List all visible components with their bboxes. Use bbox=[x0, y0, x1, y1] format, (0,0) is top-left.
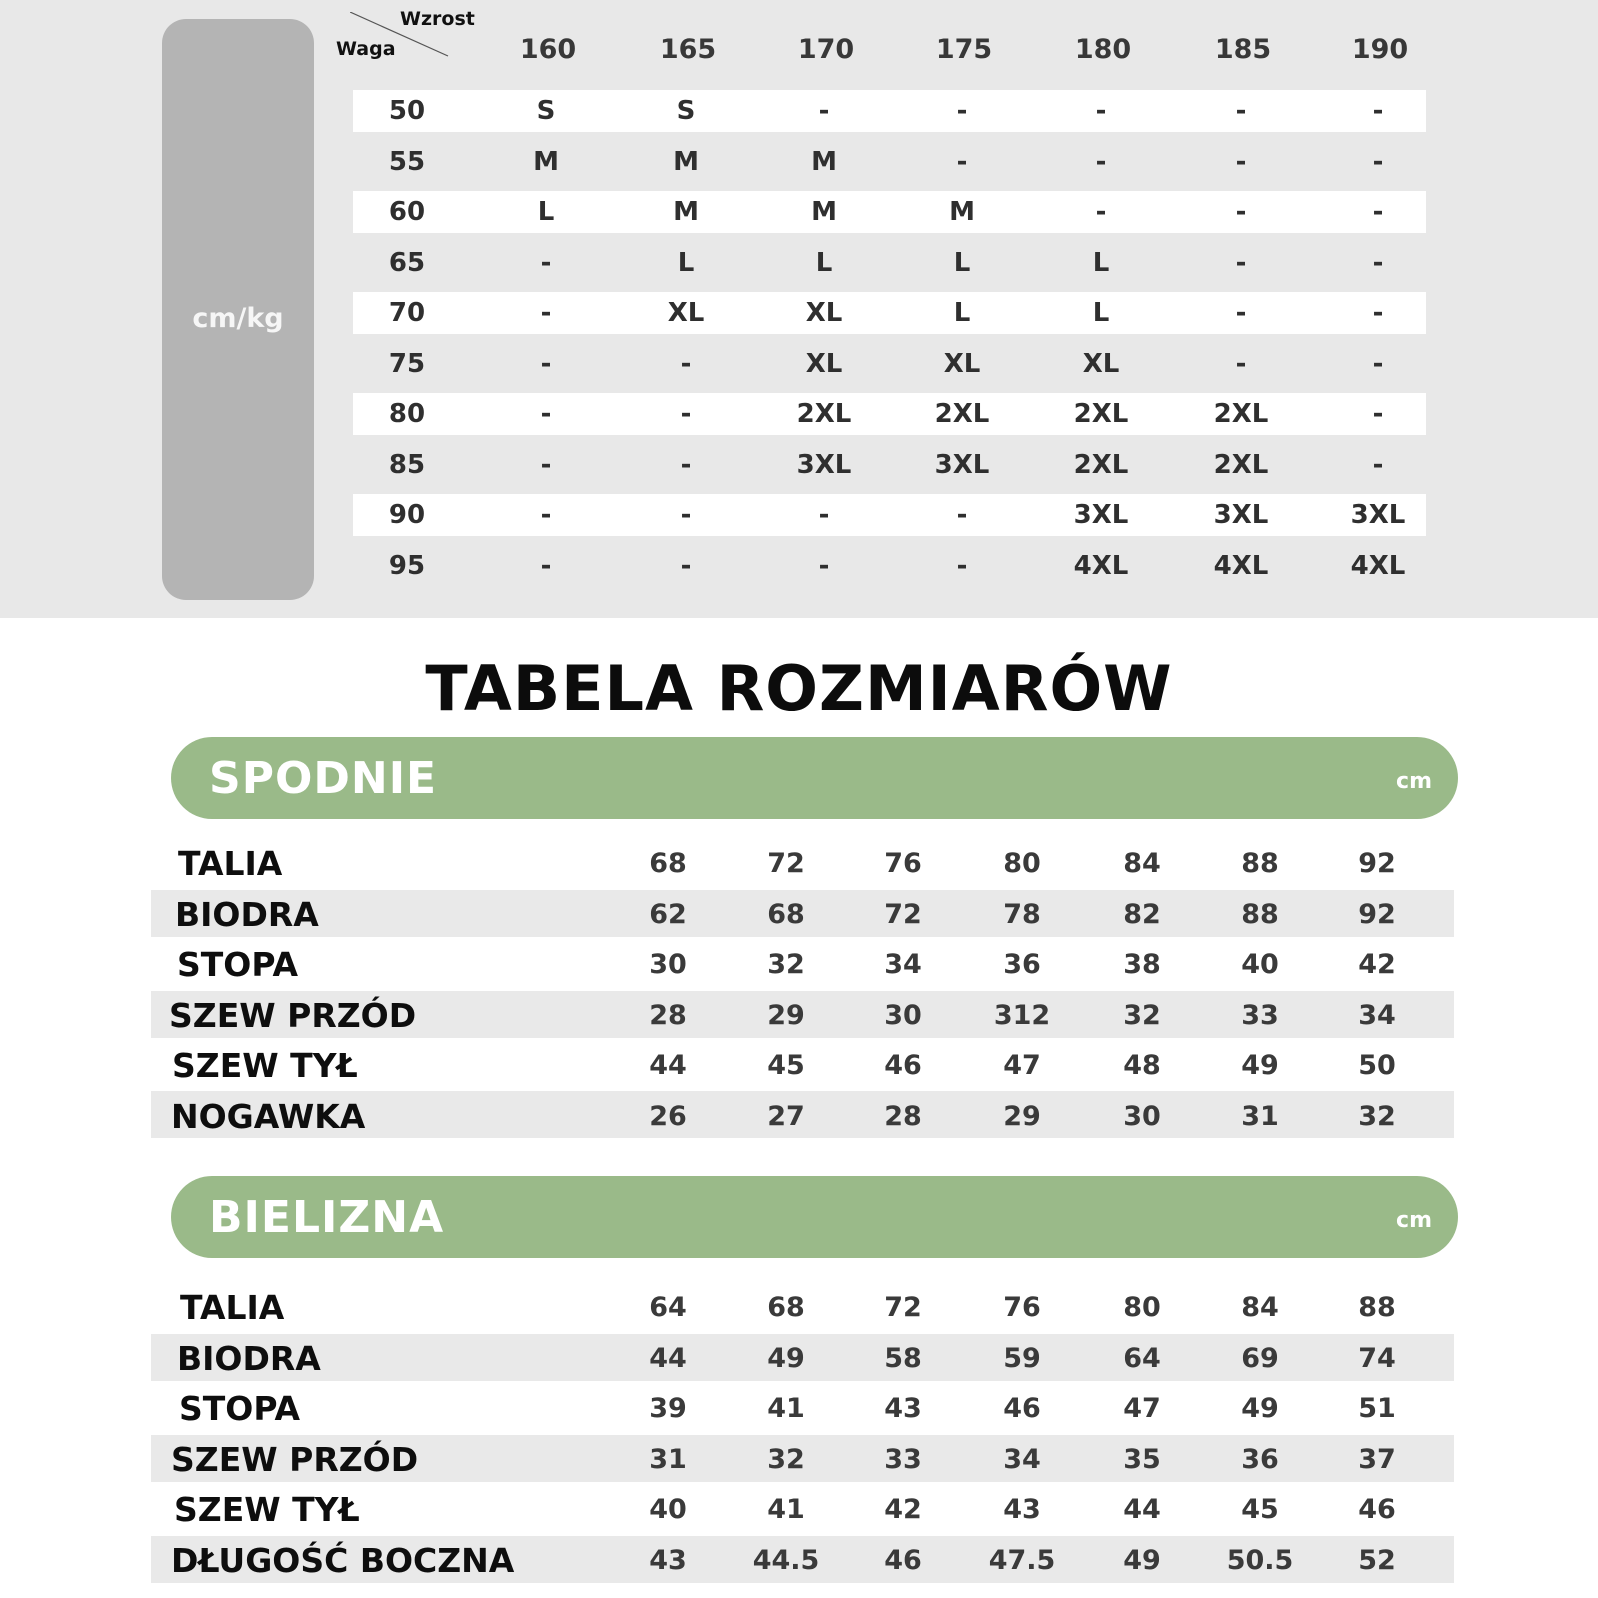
weight-label: 50 bbox=[388, 96, 426, 126]
weight-label: 60 bbox=[388, 197, 426, 227]
height-header: 175 bbox=[935, 34, 993, 65]
size-cell: - bbox=[818, 551, 830, 581]
measurement-value: 43 bbox=[1003, 1494, 1041, 1525]
measurement-value: 46 bbox=[884, 1545, 922, 1576]
weight-label: 90 bbox=[388, 500, 426, 530]
size-cell: - bbox=[1095, 147, 1107, 177]
weight-label: 75 bbox=[388, 349, 426, 379]
size-cell: 4XL bbox=[1073, 551, 1129, 581]
size-cell: - bbox=[956, 551, 968, 581]
measurement-value: 68 bbox=[767, 899, 805, 930]
size-cell: - bbox=[680, 500, 692, 530]
height-weight-size-grid bbox=[0, 0, 1598, 618]
measurement-value: 41 bbox=[767, 1393, 805, 1424]
measurement-value: 42 bbox=[1358, 949, 1396, 980]
measurement-value: 32 bbox=[767, 1444, 805, 1475]
measurement-label: TALIA bbox=[178, 844, 283, 883]
size-cell: 2XL bbox=[1213, 450, 1269, 480]
size-cell: XL bbox=[1082, 349, 1120, 379]
measurement-value: 62 bbox=[649, 899, 687, 930]
size-cell: XL bbox=[805, 349, 843, 379]
weight-label: 65 bbox=[388, 248, 426, 278]
measurement-value: 44 bbox=[649, 1343, 687, 1374]
size-cell: - bbox=[956, 500, 968, 530]
size-cell: S bbox=[676, 96, 696, 126]
measurement-value: 58 bbox=[884, 1343, 922, 1374]
measurement-value: 33 bbox=[884, 1444, 922, 1475]
measurement-value: 26 bbox=[649, 1101, 687, 1132]
size-cell: - bbox=[540, 248, 552, 278]
measurement-value: 46 bbox=[1358, 1494, 1396, 1525]
measurement-value: 34 bbox=[1358, 1000, 1396, 1031]
measurement-value: 72 bbox=[884, 1292, 922, 1323]
unit-label: cm/kg bbox=[192, 303, 284, 334]
measurement-label: DŁUGOŚĆ BOCZNA bbox=[171, 1541, 515, 1580]
size-cell: 4XL bbox=[1350, 551, 1406, 581]
measurement-value: 72 bbox=[884, 899, 922, 930]
measurement-value: 30 bbox=[649, 949, 687, 980]
size-cell: XL bbox=[667, 298, 705, 328]
size-cell: 2XL bbox=[934, 399, 990, 429]
size-cell: - bbox=[540, 349, 552, 379]
size-cell: 3XL bbox=[934, 450, 990, 480]
measurement-value: 29 bbox=[1003, 1101, 1041, 1132]
weight-label: 85 bbox=[388, 450, 426, 480]
measurement-value: 33 bbox=[1241, 1000, 1279, 1031]
size-cell: L bbox=[1092, 248, 1110, 278]
measurement-value: 92 bbox=[1358, 848, 1396, 879]
weight-label: 95 bbox=[388, 551, 426, 581]
size-cell: M bbox=[673, 197, 699, 227]
section-unit: cm bbox=[1396, 769, 1432, 794]
size-cell: - bbox=[1372, 450, 1384, 480]
size-cell: XL bbox=[943, 349, 981, 379]
size-cell: M bbox=[811, 147, 837, 177]
measurement-value: 84 bbox=[1123, 848, 1161, 879]
section-title: BIELIZNA bbox=[209, 1192, 445, 1243]
measurement-value: 68 bbox=[767, 1292, 805, 1323]
measurement-label: STOPA bbox=[177, 945, 299, 984]
size-cell: XL bbox=[805, 298, 843, 328]
height-header: 160 bbox=[519, 34, 577, 65]
measurement-value: 72 bbox=[767, 848, 805, 879]
measurement-value: 46 bbox=[1003, 1393, 1041, 1424]
height-header: 185 bbox=[1214, 34, 1272, 65]
measurement-label: STOPA bbox=[179, 1389, 301, 1428]
section-title: SPODNIE bbox=[209, 753, 438, 804]
size-cell: - bbox=[818, 96, 830, 126]
measurement-value: 39 bbox=[649, 1393, 687, 1424]
measurement-value: 68 bbox=[649, 848, 687, 879]
measurement-value: 76 bbox=[1003, 1292, 1041, 1323]
weight-axis-label: Waga bbox=[336, 38, 396, 60]
measurement-value: 49 bbox=[1123, 1545, 1161, 1576]
measurement-value: 59 bbox=[1003, 1343, 1041, 1374]
measurement-value: 64 bbox=[1123, 1343, 1161, 1374]
size-cell: 2XL bbox=[1073, 399, 1129, 429]
measurement-value: 47 bbox=[1003, 1050, 1041, 1081]
measurement-value: 76 bbox=[884, 848, 922, 879]
section-header-spodnie bbox=[171, 737, 1458, 819]
measurement-value: 30 bbox=[884, 1000, 922, 1031]
size-cell: M bbox=[949, 197, 975, 227]
measurement-value: 47.5 bbox=[988, 1545, 1056, 1576]
measurement-value: 312 bbox=[993, 1000, 1051, 1031]
measurement-value: 48 bbox=[1123, 1050, 1161, 1081]
size-cell: 2XL bbox=[796, 399, 852, 429]
size-cell: 3XL bbox=[1350, 500, 1406, 530]
page-title: TABELA ROZMIARÓW bbox=[425, 652, 1173, 725]
measurement-value: 47 bbox=[1123, 1393, 1161, 1424]
weight-label: 55 bbox=[388, 147, 426, 177]
measurement-value: 41 bbox=[767, 1494, 805, 1525]
size-cell: - bbox=[540, 500, 552, 530]
size-cell: - bbox=[1372, 197, 1384, 227]
size-cell: - bbox=[680, 349, 692, 379]
measurement-value: 88 bbox=[1358, 1292, 1396, 1323]
measurement-value: 28 bbox=[649, 1000, 687, 1031]
measurement-value: 80 bbox=[1123, 1292, 1161, 1323]
measurement-value: 32 bbox=[1358, 1101, 1396, 1132]
height-header: 190 bbox=[1351, 34, 1409, 65]
size-cell: - bbox=[1372, 248, 1384, 278]
size-cell: - bbox=[1235, 197, 1247, 227]
size-cell: L bbox=[953, 298, 971, 328]
measurement-value: 27 bbox=[767, 1101, 805, 1132]
section-header-bielizna bbox=[171, 1176, 1458, 1258]
measurement-value: 37 bbox=[1358, 1444, 1396, 1475]
measurement-value: 46 bbox=[884, 1050, 922, 1081]
size-cell: 3XL bbox=[1213, 500, 1269, 530]
measurement-value: 52 bbox=[1358, 1545, 1396, 1576]
measurement-label: SZEW PRZÓD bbox=[171, 1440, 419, 1479]
size-cell: L bbox=[815, 248, 833, 278]
size-cell: - bbox=[540, 399, 552, 429]
size-cell: M bbox=[533, 147, 559, 177]
size-cell: L bbox=[537, 197, 555, 227]
size-cell: - bbox=[1095, 197, 1107, 227]
size-cell: - bbox=[1372, 298, 1384, 328]
measurement-value: 34 bbox=[884, 949, 922, 980]
size-cell: - bbox=[956, 96, 968, 126]
size-cell: - bbox=[680, 399, 692, 429]
measurement-value: 49 bbox=[767, 1343, 805, 1374]
size-cell: 2XL bbox=[1213, 399, 1269, 429]
size-cell: - bbox=[1235, 147, 1247, 177]
measurement-value: 84 bbox=[1241, 1292, 1279, 1323]
size-cell: - bbox=[1372, 349, 1384, 379]
measurement-value: 32 bbox=[1123, 1000, 1161, 1031]
size-cell: S bbox=[536, 96, 556, 126]
size-cell: - bbox=[1372, 147, 1384, 177]
size-cell: - bbox=[1235, 248, 1247, 278]
measurement-value: 28 bbox=[884, 1101, 922, 1132]
measurement-value: 31 bbox=[1241, 1101, 1279, 1132]
size-cell: - bbox=[680, 551, 692, 581]
measurement-label: TALIA bbox=[180, 1288, 285, 1327]
measurement-value: 44 bbox=[1123, 1494, 1161, 1525]
measurement-value: 45 bbox=[1241, 1494, 1279, 1525]
measurement-value: 44.5 bbox=[752, 1545, 820, 1576]
measurement-value: 40 bbox=[1241, 949, 1279, 980]
measurement-value: 38 bbox=[1123, 949, 1161, 980]
height-header: 165 bbox=[659, 34, 717, 65]
size-cell: 3XL bbox=[796, 450, 852, 480]
measurement-value: 92 bbox=[1358, 899, 1396, 930]
measurement-value: 82 bbox=[1123, 899, 1161, 930]
measurement-value: 50.5 bbox=[1226, 1545, 1294, 1576]
size-cell: M bbox=[673, 147, 699, 177]
measurement-value: 74 bbox=[1358, 1343, 1396, 1374]
measurement-value: 43 bbox=[649, 1545, 687, 1576]
measurement-value: 31 bbox=[649, 1444, 687, 1475]
measurement-value: 51 bbox=[1358, 1393, 1396, 1424]
height-header: 180 bbox=[1074, 34, 1132, 65]
size-cell: - bbox=[1235, 298, 1247, 328]
measurement-value: 88 bbox=[1241, 899, 1279, 930]
size-cell: 3XL bbox=[1073, 500, 1129, 530]
size-cell: - bbox=[1372, 399, 1384, 429]
measurement-value: 49 bbox=[1241, 1393, 1279, 1424]
measurement-label: SZEW TYŁ bbox=[172, 1046, 358, 1085]
measurement-label: SZEW PRZÓD bbox=[169, 996, 417, 1035]
size-cell: L bbox=[1092, 298, 1110, 328]
measurement-label: SZEW TYŁ bbox=[174, 1490, 360, 1529]
measurement-value: 50 bbox=[1358, 1050, 1396, 1081]
size-cell: - bbox=[1372, 96, 1384, 126]
size-cell: 2XL bbox=[1073, 450, 1129, 480]
measurement-value: 45 bbox=[767, 1050, 805, 1081]
measurement-value: 30 bbox=[1123, 1101, 1161, 1132]
height-axis-label: Wzrost bbox=[400, 8, 475, 30]
measurement-value: 43 bbox=[884, 1393, 922, 1424]
unit-side-panel bbox=[162, 19, 314, 600]
measurement-label: BIODRA bbox=[175, 895, 319, 934]
measurement-value: 42 bbox=[884, 1494, 922, 1525]
size-cell: - bbox=[680, 450, 692, 480]
measurement-value: 88 bbox=[1241, 848, 1279, 879]
measurement-value: 78 bbox=[1003, 899, 1041, 930]
size-cell: - bbox=[540, 298, 552, 328]
size-cell: L bbox=[677, 248, 695, 278]
measurement-value: 34 bbox=[1003, 1444, 1041, 1475]
height-header: 170 bbox=[797, 34, 855, 65]
size-cell: - bbox=[1235, 349, 1247, 379]
measurement-value: 69 bbox=[1241, 1343, 1279, 1374]
measurement-value: 36 bbox=[1241, 1444, 1279, 1475]
size-cell: - bbox=[956, 147, 968, 177]
size-cell: - bbox=[540, 450, 552, 480]
weight-label: 70 bbox=[388, 298, 426, 328]
measurement-value: 49 bbox=[1241, 1050, 1279, 1081]
measurement-value: 32 bbox=[767, 949, 805, 980]
size-cell: M bbox=[811, 197, 837, 227]
size-cell: - bbox=[540, 551, 552, 581]
size-cell: - bbox=[1095, 96, 1107, 126]
weight-label: 80 bbox=[388, 399, 426, 429]
measurement-value: 36 bbox=[1003, 949, 1041, 980]
size-cell: - bbox=[818, 500, 830, 530]
size-cell: 4XL bbox=[1213, 551, 1269, 581]
measurement-value: 40 bbox=[649, 1494, 687, 1525]
measurement-value: 29 bbox=[767, 1000, 805, 1031]
size-cell: L bbox=[953, 248, 971, 278]
measurement-label: NOGAWKA bbox=[171, 1097, 366, 1136]
section-unit: cm bbox=[1396, 1208, 1432, 1233]
measurement-value: 35 bbox=[1123, 1444, 1161, 1475]
measurement-label: BIODRA bbox=[177, 1339, 321, 1378]
measurement-value: 80 bbox=[1003, 848, 1041, 879]
measurement-value: 44 bbox=[649, 1050, 687, 1081]
measurement-value: 64 bbox=[649, 1292, 687, 1323]
size-cell: - bbox=[1235, 96, 1247, 126]
